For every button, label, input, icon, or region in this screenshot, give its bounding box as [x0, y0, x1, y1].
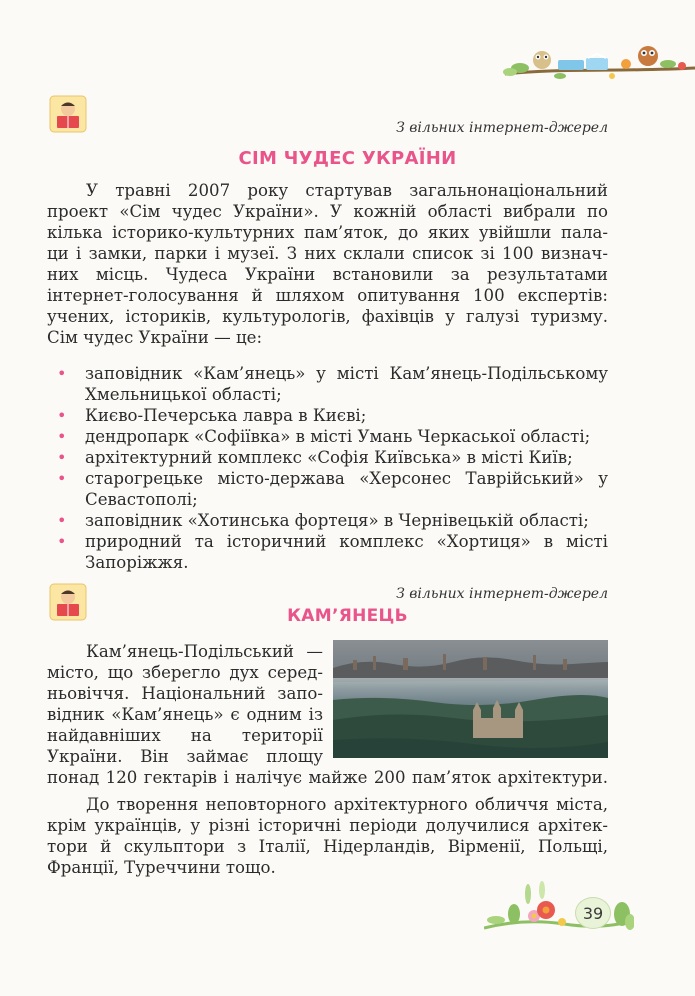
text-line: У травні 2007 року стартував загальнонаціональний — [86, 181, 608, 200]
text-line: інтернет-голосування й шляхом опитування 100 експертів: — [47, 286, 608, 305]
text-line: Франції, Туреччини тощо. — [47, 858, 276, 877]
kamianets-paragraph-end — [47, 767, 608, 788]
text-line: До творення неповторного архітектурного обличчя міста, — [86, 795, 608, 814]
wonders-list — [47, 363, 608, 573]
text-line: тори й скульптори з Італії, Нідерландів, Вірменії, Польщі, — [47, 837, 608, 856]
text-line: Сім чудес України — це: — [47, 328, 263, 347]
text-line: України. Він займає площу — [47, 747, 323, 766]
text-line: учених, істориків, культурологів, фахівців у галузі туризму. — [47, 307, 608, 326]
list-item: • заповідник «Хотинська фортеця» в Чернівецькій області; — [47, 510, 608, 531]
text-line: них місць. Чудеса України встановили за результатами — [47, 265, 608, 284]
text-line: Кам’янець-Подільський — — [86, 642, 323, 661]
text-line: найдавніших на території — [47, 726, 323, 745]
kamianets-photo — [333, 640, 608, 758]
text-line: ньовіччя. Національний запо- — [47, 684, 323, 703]
architecture-paragraph — [47, 794, 608, 878]
text-line: місто, що зберегло дух серед- — [47, 663, 323, 682]
list-item: • архітектурний комплекс «Софія Київська» в місті Київ; — [47, 447, 608, 468]
list-item: • Києво-Печерська лавра в Києві; — [47, 405, 608, 426]
flowers-decoration — [484, 880, 634, 940]
text-line: відник «Кам’янець» є одним із — [47, 705, 323, 724]
list-item: • природний та історичний комплекс «Хортиця» в місті Запоріжжя. — [47, 531, 608, 573]
kamianets-paragraph — [47, 641, 323, 767]
section-title: КАМ’ЯНЕЦЬ — [287, 606, 408, 626]
reading-child-icon — [49, 95, 87, 133]
text-line: ци і замки, парки і музеї. З них склали список зі 100 визнач- — [47, 244, 608, 263]
source-note: З вільних інтернет-джерел — [396, 120, 608, 136]
owls-books-decoration — [500, 38, 695, 86]
list-item: • старогрецьке місто-держава «Херсонес Таврійський» у Севастополі; — [47, 468, 608, 510]
intro-paragraph — [47, 180, 608, 348]
list-item: • дендропарк «Софіївка» в місті Умань Черкаської області; — [47, 426, 608, 447]
text-line: проект «Сім чудес України». У кожній області вибрали по — [47, 202, 608, 221]
source-note: З вільних інтернет-джерел — [396, 586, 608, 602]
text-line: кілька історико-культурних пам’яток, до яких увійшли пала- — [47, 223, 608, 242]
section-title: СІМ ЧУДЕС УКРАЇНИ — [238, 148, 457, 169]
list-item: • заповідник «Кам’янець» у місті Кам’янець-Подільському Хмельницької області; — [47, 363, 608, 405]
text-line: крім українців, у різні історичні періоди долучилися архітек- — [47, 816, 608, 835]
text-line: понад 120 гектарів і налічує майже 200 пам’яток архітектури. — [47, 768, 608, 787]
page-number: 39 — [575, 897, 611, 929]
